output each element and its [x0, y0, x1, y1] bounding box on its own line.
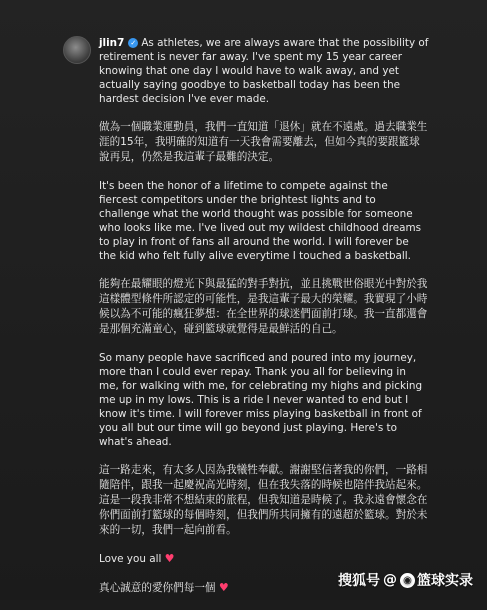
caption-paragraph-1-zh: 做為一個職業運動員，我們一直知道「退休」就在不遠處。過去職業生涯的15年，我明確的知道有一天我會需要離去，但如今真的要跟籃球說再見，仍然是我這輩子最難的決定。: [99, 121, 428, 163]
sohu-logo-icon: ◉: [400, 573, 415, 588]
paragraph-text: Love you all: [99, 553, 162, 565]
user-avatar[interactable]: [63, 36, 91, 64]
caption-paragraph-1-en: [99, 36, 429, 106]
username-link[interactable]: jlin7: [99, 37, 125, 49]
caption-paragraph-2-en: It's been the honor of a lifetime to compete against the fiercest competitors under the brightest lights and to challenge what the world thought was possible for someone who looks like me. I've lived out my wildest childhood dreams to play in front of fans all around the world. I will forever be the kid who felt fully alive everytime I touched a basketball.: [99, 180, 422, 262]
heart-icon: ♥: [218, 581, 229, 594]
caption-paragraph-2-zh: 能夠在最耀眼的燈光下與最猛的對手對抗，並且挑戰世俗眼光中對於我這樣體型條件所認定的可能性，是我這輩子最大的榮耀。我實現了小時候以為不可能的瘋狂夢想：在全世界的球迷們面前打球。我一直都還會是那個充滿童心，碰到籃球就覺得是最鮮活的自己。: [99, 278, 428, 335]
post-caption: [99, 36, 429, 610]
caption-paragraph-4-en: [99, 552, 429, 566]
sohu-watermark: [338, 570, 473, 590]
watermark-brand: 搜狐号: [338, 573, 380, 589]
heart-icon: ♥: [164, 552, 175, 565]
caption-paragraph-3-en: So many people have sacrificed and poured into my journey, more than I could ever repay. Thank you all for believing in me, for walking with me, for celebrating my highs and picking me up in my lows. This is a ride I never wanted to end but I know it's time. I will forever miss playing basketball in front of you all but our time will go beyond just playing. Here's to what's ahead.: [99, 352, 423, 448]
paragraph-text: 真心誠意的愛你們每一個: [99, 582, 216, 594]
watermark-account: 篮球实录: [417, 573, 473, 589]
verified-badge-icon: ✓: [128, 38, 138, 48]
caption-paragraph-3-zh: 這一路走來，有太多人因為我犧牲奉獻。謝謝堅信著我的你們，一路相隨陪伴，跟我一起慶祝高光時刻，但在我失落的時候也陪伴我站起來。這是一段我非常不想結束的旅程，但我知道是時候了。我永遠會懷念在你們面前打籃球的每個時刻，但我們所共同擁有的遠超於籃球。對於未來的一切，我們一起向前看。: [99, 464, 428, 536]
paragraph-text: As athletes, we are always aware that the possibility of retirement is never far away. I've spent my 15 year career knowing that one day I would have to walk away, and yet actually saying goodbye to basketball today has been the hardest decision I've ever made.: [99, 37, 429, 105]
watermark-separator: @: [383, 572, 397, 588]
